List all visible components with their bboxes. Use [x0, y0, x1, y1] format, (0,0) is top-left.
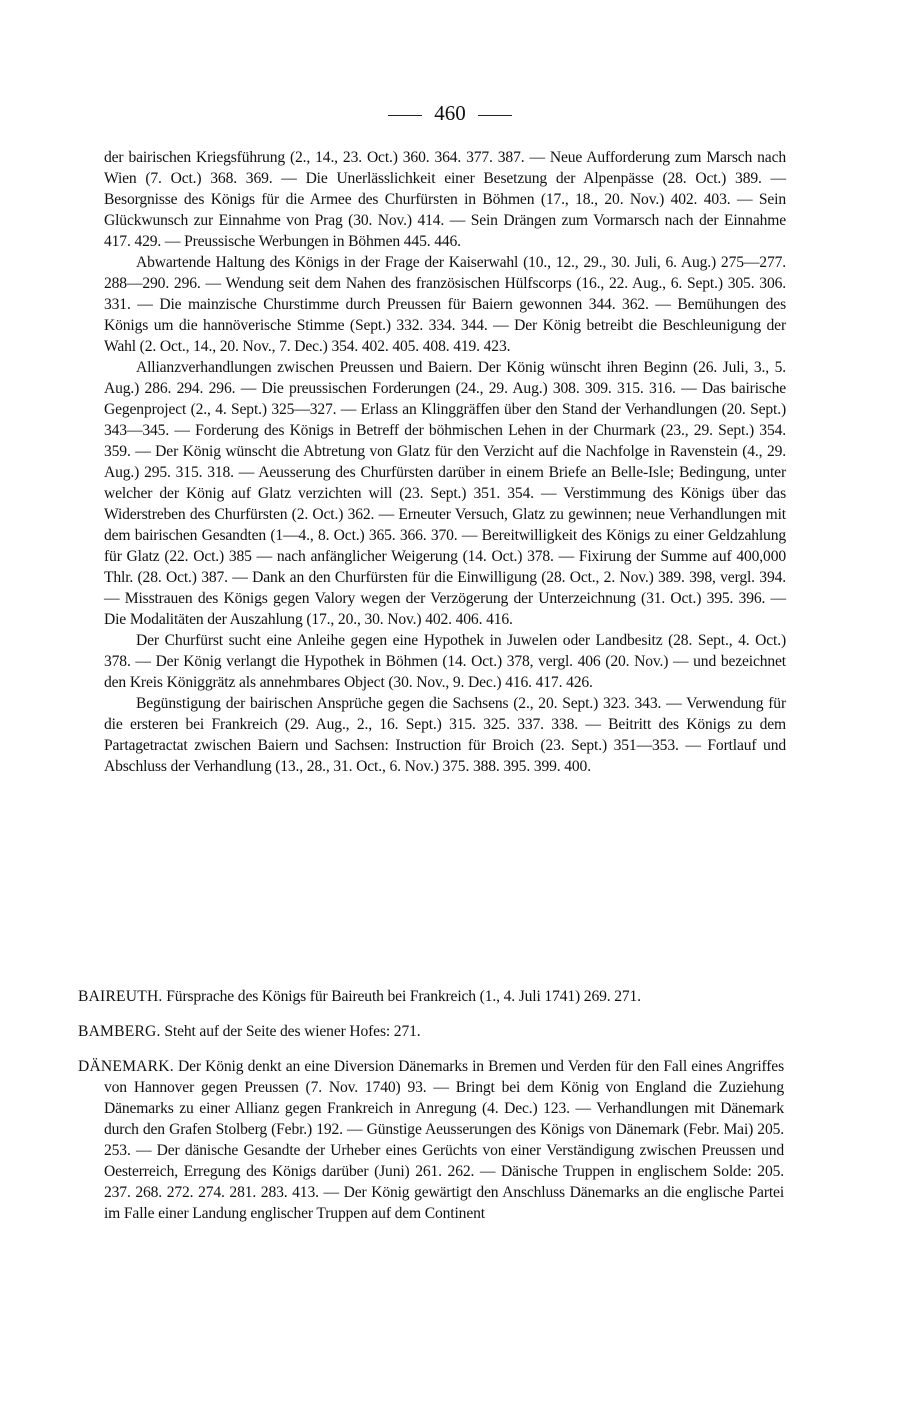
entry-heading: BAIREUTH.: [78, 988, 163, 1005]
paragraph-3: Allianzverhandlungen zwischen Preussen und Baiern. Der König wünscht ihren Beginn (26. Juli, 3., 5. Aug.) 286. 294. 296. — Die preussischen Forderungen (24., 29. Aug.) 308. 309. 315. 316. — Das bairische Gegenproject (2., 4. Sept.) 325—327. — Erlass an Klinggräffen über den Stand der Verhandlungen (20. Sept.) 343—345. — Forderung des Königs in Betreff der böhmischen Lehen in der Churmark (23., 29. Sept.) 354. 359. — Der König wünscht die Abtretung von Glatz für den Verzicht auf die Nachfolge in Ravenstein (4., 29. Aug.) 295. 315. 318. — Aeusserung des Churfürsten darüber in einem Briefe an Belle-Isle; Bedingung, unter welcher der König auf Glatz verzichten will (23. Sept.) 351. 354. — Verstimmung des Königs über das Widerstreben des Churfürsten (2. Oct.) 362. — Erneuter Versuch, Glatz zu gewinnen; neue Verhandlungen mit dem bairischen Gesandten (1—4., 8. Oct.) 365. 366. 370. — Bereitwilligkeit des Königs zu einer Geldzahlung für Glatz (22. Oct.) 385 — nach anfänglicher Weigerung (14. Oct.) 378. — Fixirung der Summe auf 400,000 Thlr. (28. Oct.) 387. — Dank an den Churfürsten für die Einwilligung (28. Oct., 2. Nov.) 389. 398, vergl. 394. — Misstrauen des Königs gegen Valory wegen der Verzögerung der Unterzeichnung (31. Oct.) 395. 396. — Die Modalitäten der Auszahlung (17., 20., 30. Nov.) 402. 406. 416.: [104, 359, 786, 628]
page-header: [0, 100, 900, 126]
paragraph-5: Begünstigung der bairischen Ansprüche gegen die Sachsens (2., 20. Sept.) 323. 343. — Verwendung für die ersteren bei Frankreich (29. Aug., 2., 16. Sept.) 315. 325. 337. 338. — Beitritt des Königs zu dem Partagetractat zwischen Baiern und Sachsen: Instruction für Broich (23. Sept.) 351—353. — Fortlauf und Abschluss der Verhandlung (13., 28., 31. Oct., 6. Nov.) 375. 388. 395. 399. 400.: [104, 695, 786, 775]
continued-entry-text: [104, 147, 786, 777]
paragraph-4: Der Churfürst sucht eine Anleihe gegen eine Hypothek in Juwelen oder Landbesitz (28. Sept., 4. Oct.) 378. — Der König verlangt die Hypothek in Böhmen (14. Oct.) 378, vergl. 406 (20. Nov.) — und bezeichnet den Kreis Königgrätz als annehmbares Object (30. Nov., 9. Dec.) 416. 417. 426.: [104, 632, 786, 691]
index-entry-baireuth: [78, 986, 784, 1007]
header-rule-right: [478, 115, 512, 116]
header-rule-left: [388, 115, 422, 116]
paragraph-2: Abwartende Haltung des Königs in der Frage der Kaiserwahl (10., 12., 29., 30. Juli, 6. Aug.) 275—277. 288—290. 296. — Wendung seit dem Nahen des französischen Hülfscorps (16., 22. Aug., 6. Sept.) 305. 306. 331. — Die mainzische Churstimme durch Preussen für Baiern gewonnen 344. 362. — Bemühungen des Königs um die hannöverische Stimme (Sept.) 332. 334. 344. — Der König betreibt die Beschleunigung der Wahl (2. Oct., 14., 20. Nov., 7. Dec.) 354. 402. 405. 408. 419. 423.: [104, 254, 786, 355]
entry-text: Steht auf der Seite des wiener Hofes: 271.: [164, 1023, 421, 1040]
entry-text: Fürsprache des Königs für Baireuth bei Frankreich (1., 4. Juli 1741) 269. 271.: [166, 988, 641, 1005]
paragraph-1: der bairischen Kriegsführung (2., 14., 23. Oct.) 360. 364. 377. 387. — Neue Aufforderung zum Marsch nach Wien (7. Oct.) 368. 369. — Die Unerlässlichkeit einer Besetzung der Alpenpässe (28. Oct.) 389. — Besorgnisse des Königs für die Armee des Churfürsten in Böhmen (17., 18., 20. Nov.) 402. 403. — Sein Glückwunsch zur Einnahme von Prag (30. Nov.) 414. — Sein Drängen zum Vormarsch nach der Einnahme 417. 429. — Preussische Werbungen in Böhmen 445. 446.: [104, 149, 786, 250]
index-entry-bamberg: [78, 1021, 784, 1042]
index-entry-daenemark: [78, 1056, 784, 1224]
entry-heading: BAMBERG.: [78, 1023, 161, 1040]
entry-text: Der König denkt an eine Diversion Dänemarks in Bremen und Verden für den Fall eines Angriffes von Hannover gegen Preussen (7. Nov. 1740) 93. — Bringt bei dem König von England die Zuziehung Dänemarks zu einer Allianz gegen Frankreich in Anregung (4. Dec.) 123. — Verhandlungen mit Dänemark durch den Grafen Stolberg (Febr.) 192. — Günstige Aeusserungen des Königs von Dänemark (Febr. Mai) 205. 253. — Der dänische Gesandte der Urheber eines Gerüchts von einer Verständigung zwischen Preussen und Oesterreich, Erregung des Königs darüber (Juni) 261. 262. — Dänische Truppen in englischem Solde: 205. 237. 268. 272. 274. 281. 283. 413. — Der König gewärtigt den Anschluss Dänemarks an die englische Partei im Falle einer Landung englischer Truppen auf dem Continent: [104, 1058, 785, 1222]
entry-heading: DÄNEMARK.: [78, 1058, 174, 1075]
index-entries: [78, 986, 784, 1238]
page-number: 460: [434, 101, 466, 125]
